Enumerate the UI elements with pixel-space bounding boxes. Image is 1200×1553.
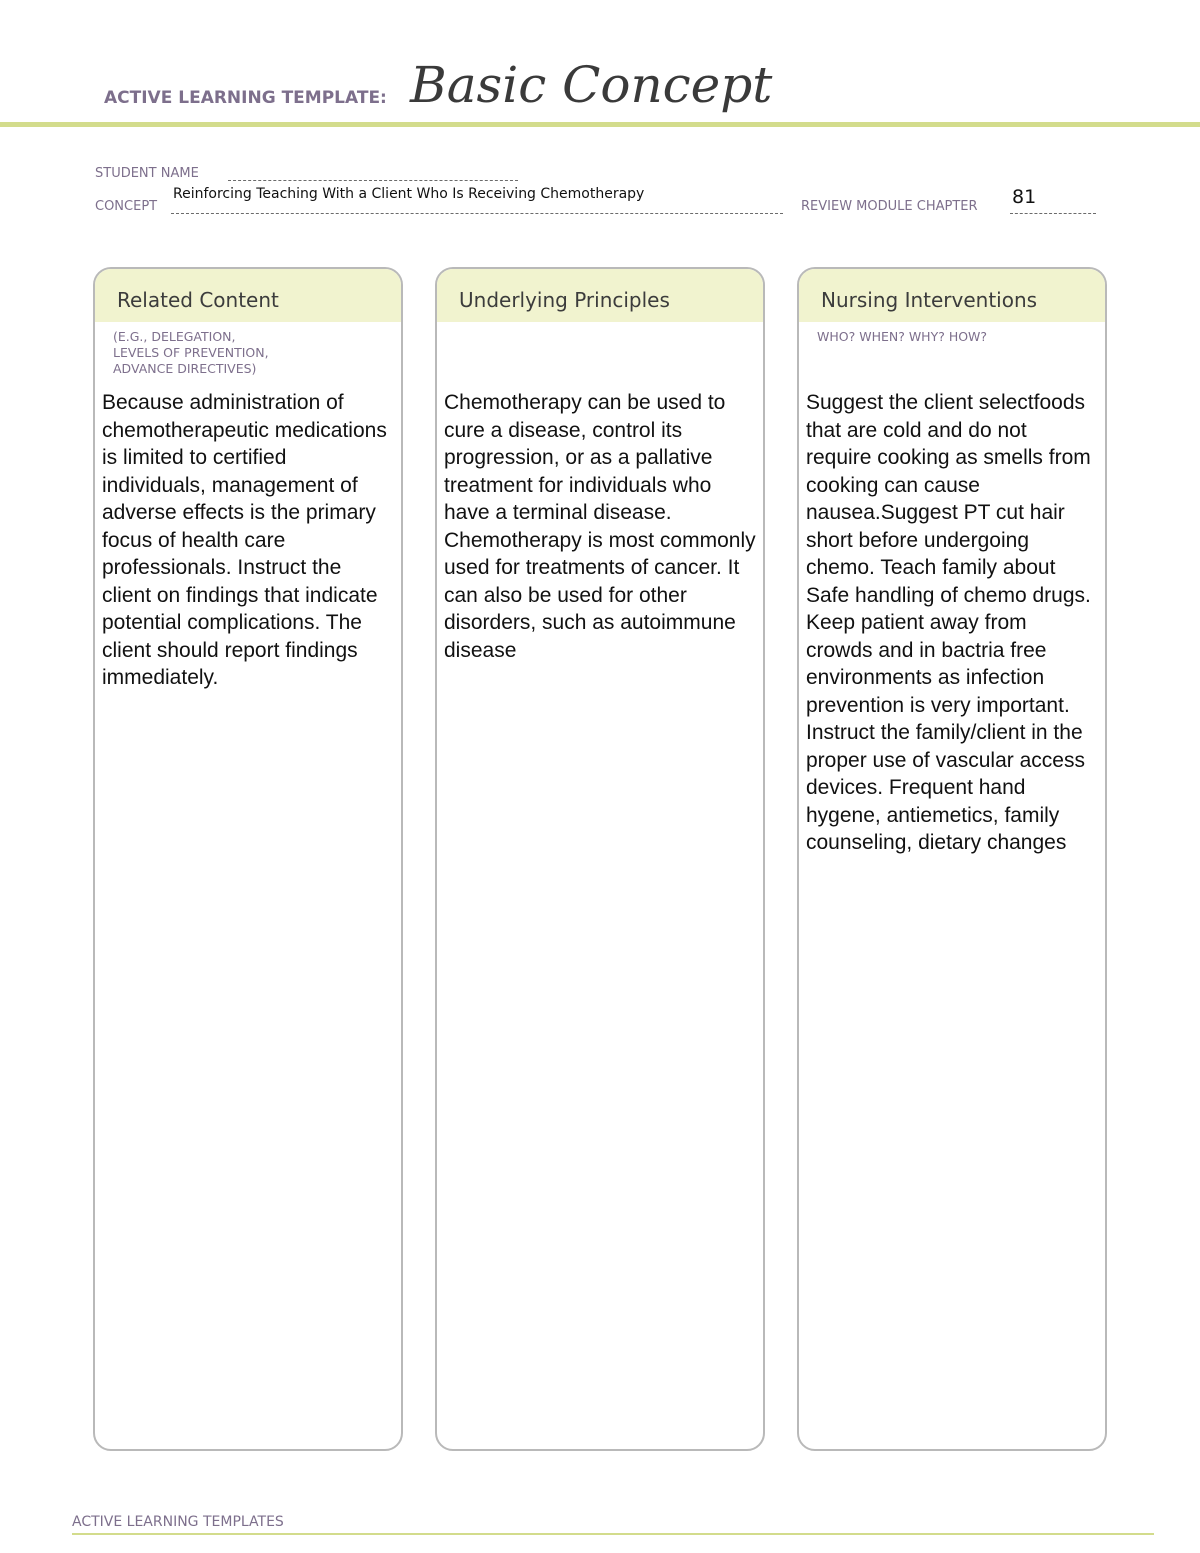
panel-subtitle [817, 329, 987, 345]
template-title: Basic Concept [410, 56, 773, 114]
student-name-label: STUDENT NAME [95, 166, 199, 181]
panel-title: Nursing Interventions [799, 269, 1105, 322]
panel-nursing-interventions [797, 267, 1107, 1451]
concept-field[interactable] [171, 213, 783, 214]
concept-value: Reinforcing Teaching With a Client Who Is Receiving Chemotherapy [173, 186, 645, 202]
chapter-field[interactable] [1010, 213, 1096, 214]
header-divider [0, 122, 1200, 127]
footer-text: ACTIVE LEARNING TEMPLATES [72, 1514, 284, 1530]
footer-divider [72, 1533, 1154, 1535]
template-prefix: ACTIVE LEARNING TEMPLATE: [104, 88, 387, 108]
subtitle-line: ADVANCE DIRECTIVES) [113, 361, 257, 376]
student-name-field[interactable] [228, 180, 518, 181]
panel-title: Underlying Principles [437, 269, 763, 322]
subtitle-line: (E.G., DELEGATION, [113, 329, 236, 344]
concept-label: CONCEPT [95, 199, 158, 214]
panel-related-content [93, 267, 403, 1451]
nursing-interventions-text[interactable]: Suggest the client selectfoods that are cold and do not require cooking as smells from cooking can cause nausea.Suggest PT cut hair short before undergoing chemo. Teach family about Safe handling of chemo drugs. Keep patient away from crowds and in bactria free environments as infection prevention is very important. Instruct the family/client in the proper use of vascular access devices. Frequent hand hygene, antiemetics, family counseling, dietary changes [806, 391, 1091, 854]
subtitle-line: LEVELS OF PREVENTION, [113, 345, 269, 360]
chapter-label: REVIEW MODULE CHAPTER [801, 199, 978, 214]
underlying-principles-text[interactable]: Chemotherapy can be used to cure a disease, control its progression, or as a pallative treatment for individuals who have a terminal disease. Chemotherapy is most commonly used for treatments of cancer. It can also be used for other disorders, such as autoimmune disease [444, 391, 756, 662]
panel-title: Related Content [95, 269, 401, 322]
related-content-text[interactable]: Because administration of chemotherapeutic medications is limited to certified individuals, management of adverse effects is the primary focus of health care professionals. Instruct the client on findings that indicate potential complications. The client should report findings immediately. [102, 391, 387, 689]
panel-underlying-principles [435, 267, 765, 1451]
chapter-value: 81 [1012, 186, 1037, 208]
panel-subtitle [113, 329, 269, 377]
subtitle-line: WHO? WHEN? WHY? HOW? [817, 329, 988, 344]
